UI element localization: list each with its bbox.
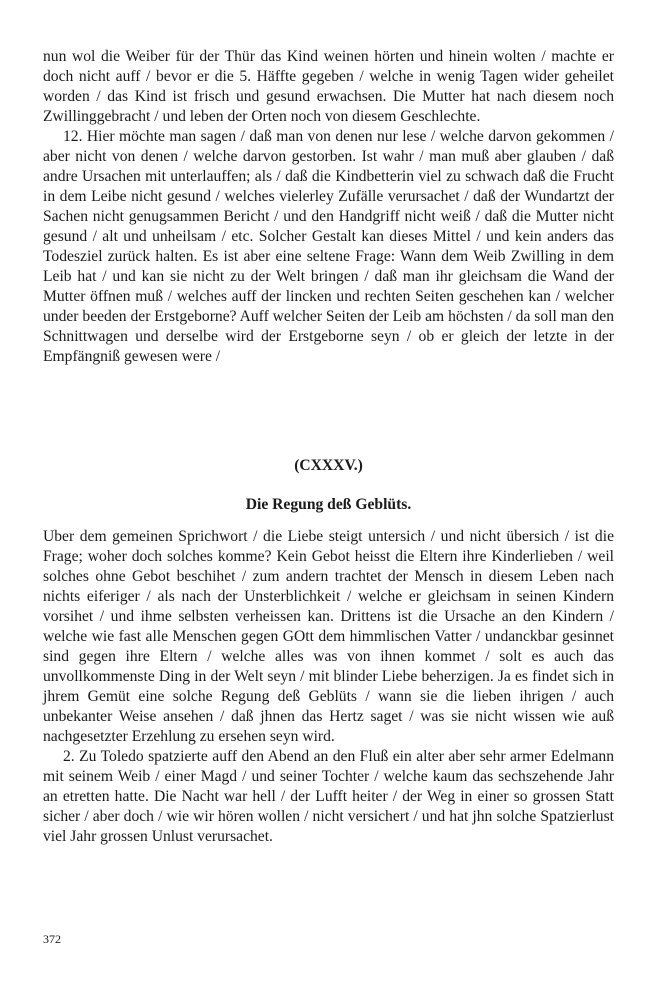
chapter-body <box>43 527 614 847</box>
paragraph-12: 12. Hier möchte man sagen / daß man von denen nur lese / welche darvon gekommen / aber nicht von denen / welche darvon gestorben. Ist wahr / man muß aber glauben / daß andre Ursachen mit unterlauffen; als / daß die Kindbetterin viel zu schwach daß die Frucht in dem Leibe nicht gesund / welches vielerley Zufälle verursachet / daß der Wundartzt der Sachen nicht genugsammen Bericht / und den Handgriff nicht weiß / daß die Mutter nicht gesund / alt und unheilsam / etc. Solcher Gestalt kan dieses Mittel / und kein anders das Todesziel zurück halten. Es ist aber eine seltene Frage: Wann dem Weib Zwilling in dem Leib hat / und kan sie nicht zu der Welt bringen / daß man ihr gleichsam die Wand der Mutter öffnen muß / welches auff der lincken und rechten Seiten geschehen kan / welcher under beeden der Erstgeborne? Auff welcher Seiten der Leib am höchsten / da soll man den Schnittwagen und derselbe wird der Erstgeborne seyn / ob er gleich der letzte in der Empfängniß gewesen were / <box>43 128 614 365</box>
chapter-title: Die Regung deß Geblüts. <box>245 496 412 513</box>
paragraph-continuation: nun wol die Weiber für der Thür das Kind weinen hörten und hinein wolten / machte er doch nicht auff / bevor er die 5. Häffte gegeben / welche in wenig Tagen wider geheilet worden / das Kind ist frisch und gesund erwachsen. Die Mutter hat nach diesem noch Zwillinggebracht / und leben der Orten noch von diesem Geschlechte. <box>43 48 614 125</box>
chapter-number: (CXXXV.) <box>294 457 363 474</box>
paragraph-intro: Uber dem gemeinen Sprichwort / die Liebe steigt untersich / und nicht übersich / ist die Frage; woher doch solches komme? Kein Gebot heisst die Eltern ihre Kinderlieben / weil solches ohne Gebot beschihet / zum andern trachtet der Mensch in diesem Leben nach nichts eiferiger / als nach der Unsterblichkeit / welche er gleichsam in seinen Kindern vorsihet / und ihme selbsten verheissen kan. Drittens ist die Ursache an den Kindern / welche wie fast alle Menschen gegen GOtt dem himmlischen Vatter / undanckbar gesinnet sind gegen ihre Eltern / welche alles was von ihnen kommet / solt es auch das unvollkommenste Ding in der Welt seyn / mit blinder Liebe beherzigen. Ja es findet sich in jhrem Gemüt eine solche Regung deß Geblüts / wann sie die lieben ihrigen / auch unbekanter Weise ansehen / daß jhnen das Hertz saget / was sie nicht wissen wie auß nachgesetzter Erzehlung zu ersehen seyn wird. <box>43 528 614 745</box>
paragraph-2: 2. Zu Toledo spatzierte auff den Abend an den Fluß ein alter aber sehr armer Edelmann mit seinem Weib / einer Magd / und seiner Tochter / welche kaum das sechszehende Jahr an etretten hatte. Die Nacht war hell / der Lufft heiter / der Weg in einer so grossen Statt sicher / aber doch / wie wir hören wollen / nicht versichert / und hat jhn solche Spatzierlust viel Jahr grossen Unlust verursachet. <box>43 748 614 845</box>
page-number: 372 <box>43 932 61 946</box>
page-body <box>43 47 614 845</box>
